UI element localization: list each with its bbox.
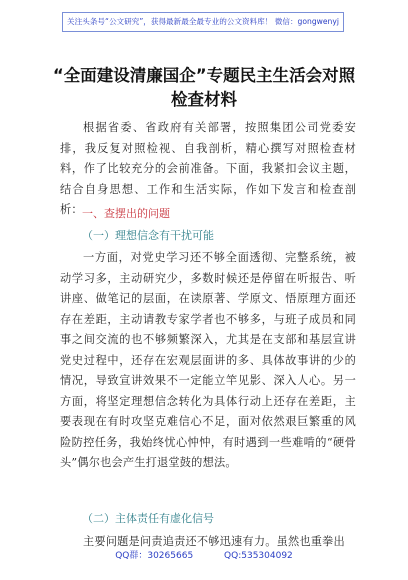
footer-qq: QQ:535304092	[224, 551, 293, 561]
document-title-line2: 检查材料	[171, 90, 237, 109]
top-banner: 关注头条号“公文研究”，获得最新最全最专业的公文资料库！ 微信：gongwenyj	[62, 12, 344, 32]
section-heading: 一、查摆出的问题	[82, 207, 170, 220]
subsection-heading-1: （一）理想信念有干扰可能	[82, 229, 214, 242]
intro-paragraph: 根据省委、省政府有关部署，按照集团公司党委安排，我反复对照检视、自我剖析，精心撰写对照检查材料，作了比较充分的会前准备。下面，我紧扣会议主题，结合自身思想、工作和生活实际，作如下发言和检查剖析：	[60, 121, 356, 216]
footer-contact	[0, 548, 408, 561]
subsection-1-paragraph: 一方面，对党史学习还不够全面透彻、完整系统，被动学习多，主动研究少，多数时候还是停留在听报告、听讲座、做笔记的层面，在读原著、学原文、悟原理方面还存在差距，主动请教专家学者也不够多，与班子成员和同事之间交流的也不够频繁深入，尤其是在支部和基层宣讲党史过程中，还存在宏观层面讲的多、具体故事讲的少的情况，导致宣讲效果不一定能立竿见影、深入人心。另一方面，将坚定理想信念转化为具体行动上还存在差距，主要表现在有时攻坚克难信心不足，面对依然艰巨繁重的风险防控任务，我始终忧心忡忡，有时遇到一些难啃的“硬骨头”偶尔也会产生打退堂鼓的想法。	[60, 251, 356, 469]
subsection-heading-2: （二）主体责任有虚化信号	[82, 512, 214, 525]
subsection-2-paragraph: 主要问题是问责追责还不够迅速有力。虽然也重拳出	[83, 535, 345, 548]
document-title-line1: “全面建设清廉国企”专题民主生活会对照	[52, 66, 356, 85]
footer-qq-group: QQ群：30265665	[115, 551, 194, 561]
